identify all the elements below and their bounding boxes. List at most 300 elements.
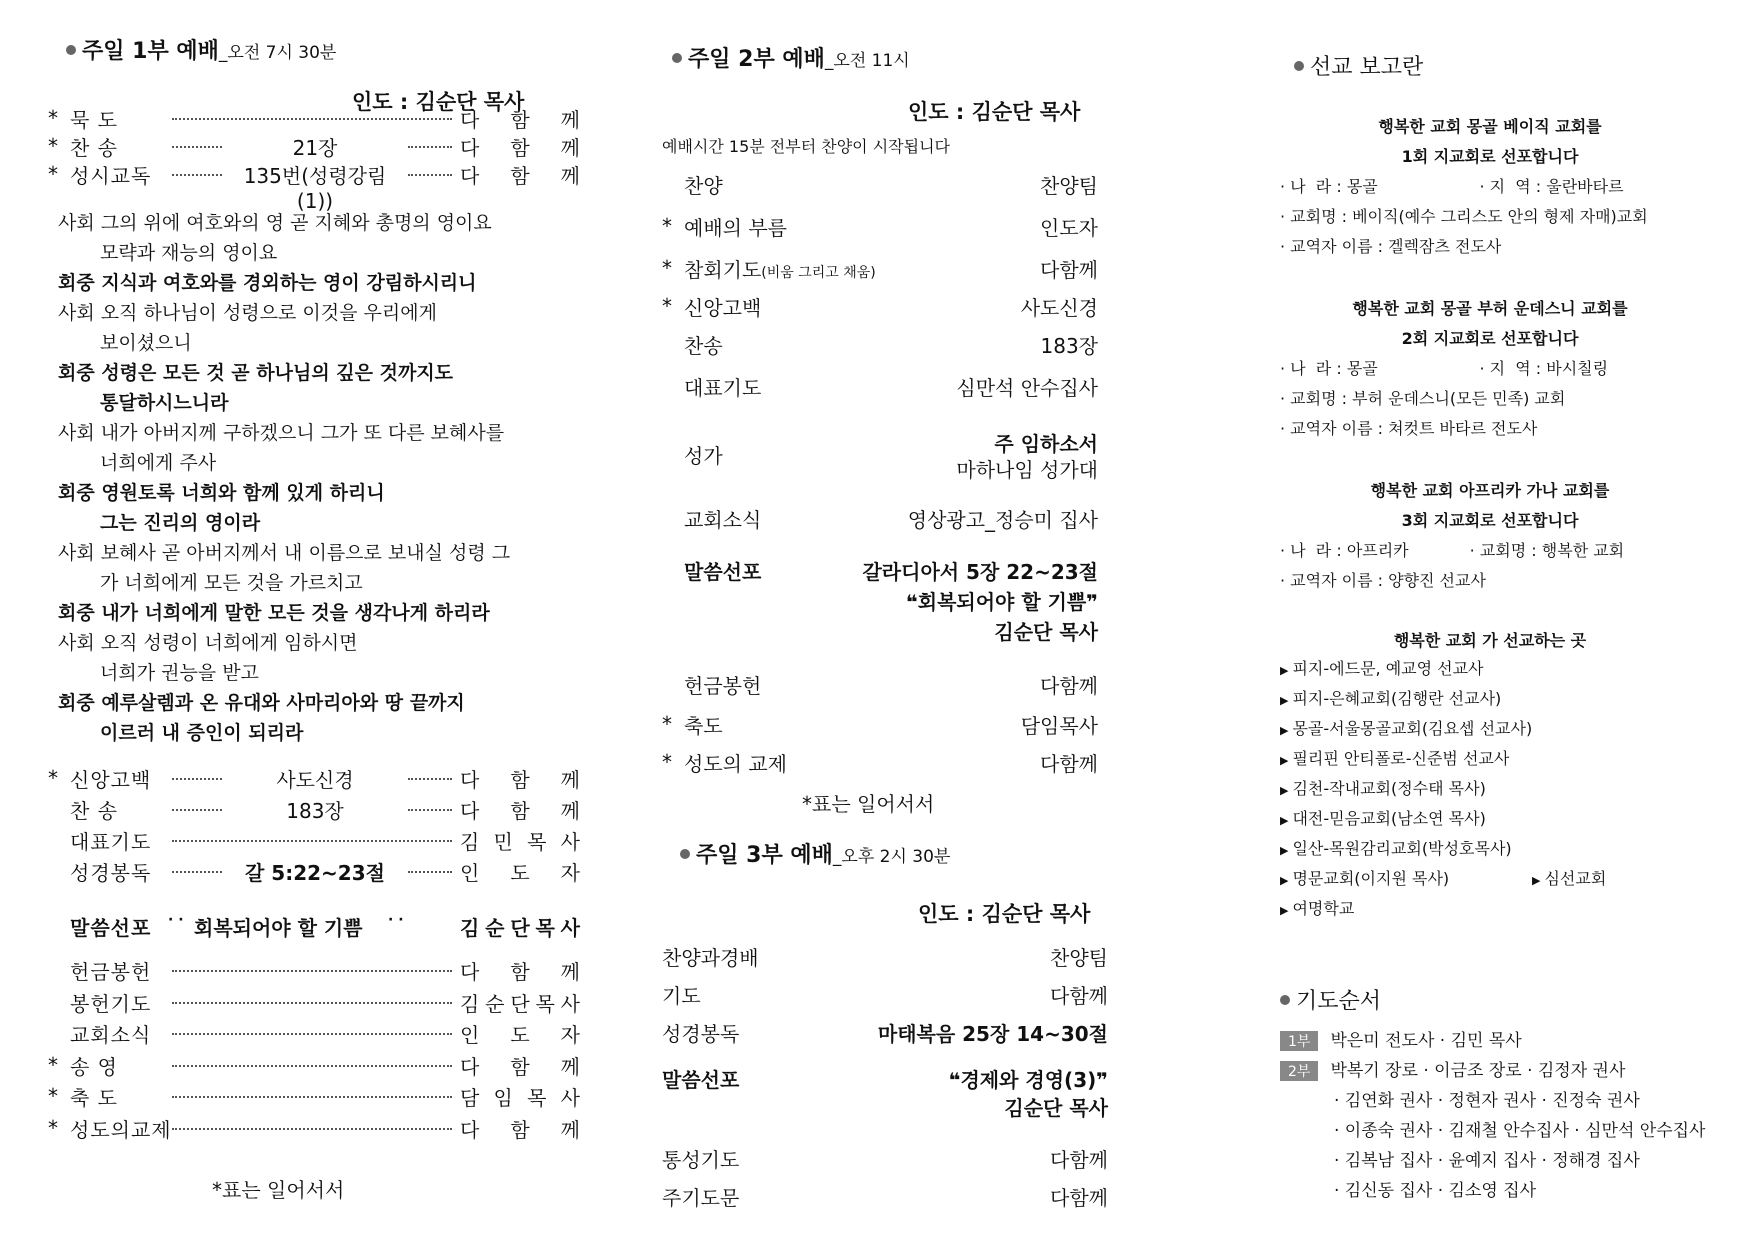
right-char: 사 bbox=[560, 916, 580, 940]
right-char: 다 bbox=[460, 768, 480, 792]
right-char: 께 bbox=[560, 1054, 580, 1079]
order-row bbox=[48, 1082, 580, 1110]
star-icon: * bbox=[662, 294, 672, 318]
service1-leader: 인도 : 김순단 목사 bbox=[352, 90, 525, 114]
mission-place bbox=[1280, 866, 1449, 889]
prayer-badge: 2부 bbox=[1280, 1061, 1318, 1081]
triangle-icon: ▶ bbox=[1280, 754, 1289, 767]
sermon-preacher: 김순단 목사 bbox=[1004, 1096, 1108, 1120]
right-char: 자 bbox=[560, 1023, 580, 1047]
right-char: 께 bbox=[560, 799, 580, 823]
order-person bbox=[460, 988, 580, 1017]
right-char: 사 bbox=[560, 830, 580, 854]
sermon-title: ❝회복되어야 할 기쁨❞ bbox=[906, 590, 1098, 614]
mission-place bbox=[1280, 746, 1509, 769]
right-char: 함 bbox=[510, 1117, 530, 1142]
order-value: 다함께 bbox=[1040, 674, 1098, 698]
star-icon: * bbox=[48, 766, 58, 790]
dotted-leader bbox=[172, 1033, 452, 1035]
anthem-title: 주 임하소서 bbox=[994, 432, 1098, 456]
order-row bbox=[48, 956, 580, 984]
mission-block-line: · 교역자 이름 : 양향진 선교사 bbox=[1280, 571, 1486, 590]
right-char: 께 bbox=[560, 108, 580, 132]
litany-line: 사회 보혜사 곧 아버지께서 내 이름으로 보내실 성령 그 bbox=[58, 542, 511, 564]
mission-place bbox=[1280, 656, 1484, 679]
order-row bbox=[662, 170, 1098, 198]
order-label-text: 찬송 bbox=[684, 334, 723, 358]
triangle-icon: ▶ bbox=[1280, 694, 1289, 707]
dotted-leader bbox=[172, 146, 222, 148]
order-row bbox=[662, 292, 1098, 320]
mission-block-heading: 1회 지교회로 선포합니다 bbox=[1401, 147, 1579, 166]
litany-line: 사회 내가 아버지께 구하겠으니 그가 또 다른 보혜사를 bbox=[58, 422, 505, 444]
right-char: 자 bbox=[560, 861, 580, 885]
right-char: 민 bbox=[493, 830, 513, 854]
order-person bbox=[460, 132, 580, 161]
mission-block-line: · 교회명 : 부허 운데스니(모든 민족) 교회 bbox=[1280, 389, 1566, 408]
order-person bbox=[460, 1114, 580, 1143]
service3-leader: 인도 : 김순단 목사 bbox=[918, 902, 1091, 926]
litany-line: 사회 그의 위에 여호와의 영 곧 지혜와 총명의 영이요 bbox=[58, 212, 492, 234]
order-label bbox=[684, 670, 761, 699]
litany-line: 사회 오직 성령이 너희에게 임하시면 bbox=[58, 632, 358, 654]
mission-place-text: 심선교회 bbox=[1544, 869, 1607, 888]
mission-place bbox=[1532, 866, 1606, 889]
order-label-text: 대표기도 bbox=[684, 376, 762, 400]
right-char: 단 bbox=[510, 916, 530, 940]
star-icon: * bbox=[48, 134, 58, 158]
dotted-leader bbox=[172, 174, 222, 176]
order-row bbox=[662, 1182, 1108, 1210]
dotted-leader bbox=[172, 1128, 452, 1130]
prayer-text: · 김신동 집사 · 김소영 집사 bbox=[1334, 1181, 1537, 1201]
star-icon: * bbox=[662, 214, 672, 238]
order-label-text: 찬양과경배 bbox=[662, 946, 759, 970]
right-char: 께 bbox=[560, 960, 580, 984]
dotted-leader bbox=[172, 118, 452, 120]
mission-place bbox=[1280, 836, 1512, 859]
order-person bbox=[460, 795, 580, 824]
service2-sermon-row bbox=[662, 556, 1098, 646]
star-icon: * bbox=[662, 712, 672, 736]
litany-line: 회중 성령은 모든 것 곧 하나님의 깊은 것까지도 bbox=[58, 362, 454, 384]
mission-place bbox=[1280, 776, 1486, 799]
star-icon: * bbox=[48, 106, 58, 130]
prayer-text: 박복기 장로 · 이금조 장로 · 김정자 권사 bbox=[1330, 1061, 1626, 1081]
order-label-text: 기도 bbox=[662, 984, 701, 1008]
order-person bbox=[460, 104, 580, 133]
order-label bbox=[662, 942, 759, 971]
mission-block-heading: 3회 지교회로 선포합니다 bbox=[1401, 511, 1579, 530]
star-icon: * bbox=[662, 256, 672, 280]
order-label: 묵 도 bbox=[70, 108, 118, 132]
prayer-line bbox=[1334, 1146, 1640, 1171]
litany-line: 이르러 내 증인이 되리라 bbox=[100, 722, 304, 744]
order-label bbox=[662, 980, 701, 1009]
order-label: 찬 송 bbox=[70, 799, 118, 823]
order-label bbox=[684, 710, 723, 739]
service3-time: _오후 2시 30분 bbox=[832, 847, 951, 867]
order-label: 신앙고백 bbox=[70, 768, 152, 792]
right-char: 단 bbox=[510, 991, 530, 1016]
bullet-icon bbox=[1280, 995, 1290, 1005]
order-value: 다함께 bbox=[1040, 752, 1098, 776]
prayer-text: · 김복남 집사 · 윤예지 집사 · 정해경 집사 bbox=[1334, 1151, 1640, 1171]
triangle-icon: ▶ bbox=[1532, 874, 1541, 887]
dotted-leader bbox=[172, 778, 222, 780]
dots: · · bbox=[168, 912, 184, 928]
dots: · · bbox=[388, 912, 404, 928]
order-label-text: 통성기도 bbox=[662, 1148, 740, 1172]
mission-places-heading: 행복한 교회 가 선교하는 곳 bbox=[1393, 631, 1587, 650]
order-value: 다함께 bbox=[1050, 984, 1108, 1008]
litany-line: 가 너희에게 모든 것을 가르치고 bbox=[100, 572, 363, 594]
order-person bbox=[460, 160, 580, 189]
right-char: 다 bbox=[460, 164, 480, 188]
service2-title bbox=[672, 42, 910, 73]
order-person bbox=[460, 857, 580, 886]
bullet-icon bbox=[66, 45, 76, 55]
order-row bbox=[662, 1018, 1108, 1046]
order-label-text: 신앙고백 bbox=[684, 296, 762, 320]
right-char: 함 bbox=[510, 799, 530, 823]
dotted-leader bbox=[172, 1096, 452, 1098]
order-row bbox=[48, 1114, 580, 1142]
mission-block-line: · 교회명 : 베이직(예수 그리스도 안의 형제 자매)교회 bbox=[1280, 207, 1648, 226]
service2-time: _오전 11시 bbox=[824, 51, 910, 71]
mission-block-heading: 행복한 교회 아프리카 가나 교회를 bbox=[1370, 481, 1610, 500]
order-detail: 21장 bbox=[292, 136, 338, 160]
order-person bbox=[460, 1019, 580, 1048]
litany-line: 사회 오직 하나님이 성령으로 이것을 우리에게 bbox=[58, 302, 437, 324]
order-label bbox=[684, 292, 761, 321]
mission-block-line: · 교역자 이름 : 겔렉잠츠 전도사 bbox=[1280, 237, 1502, 256]
mission-place bbox=[1280, 716, 1532, 739]
right-char: 순 bbox=[485, 991, 505, 1016]
order-value: 찬양팀 bbox=[1050, 946, 1108, 970]
order-label: 헌금봉헌 bbox=[70, 960, 152, 984]
mission-place-text: 필리핀 안티폴로-신준범 선교사 bbox=[1292, 749, 1510, 768]
order-label: 봉헌기도 bbox=[70, 991, 152, 1016]
dotted-leader bbox=[408, 146, 452, 148]
sermon-label: 말씀선포 bbox=[662, 1068, 740, 1092]
order-person bbox=[460, 1051, 580, 1080]
right-char: 사 bbox=[560, 991, 580, 1016]
order-value: 사도신경 bbox=[1020, 296, 1098, 320]
sermon-label: 말씀선포 bbox=[684, 560, 762, 584]
order-label-text: 참회기도 bbox=[684, 258, 762, 282]
order-label-text: 예배의 부름 bbox=[684, 216, 787, 240]
dotted-leader bbox=[408, 871, 452, 873]
mission-block-line: · 나 라 : 몽골 · 지 역 : 울란바타르 bbox=[1280, 177, 1624, 196]
service3-name: 주일 3부 예배 bbox=[696, 843, 833, 868]
order-label bbox=[684, 212, 787, 241]
order-value: 담임목사 bbox=[1020, 714, 1098, 738]
order-person bbox=[460, 956, 580, 985]
prayer-text: 박은미 전도사 · 김민 목사 bbox=[1330, 1031, 1522, 1051]
dotted-leader bbox=[172, 809, 222, 811]
order-row bbox=[48, 1051, 580, 1079]
order-label bbox=[684, 372, 761, 401]
right-char: 담 bbox=[460, 1086, 480, 1110]
litany-line: 보이셨으니 bbox=[100, 332, 192, 354]
right-char: 목 bbox=[535, 916, 555, 940]
order-row bbox=[48, 764, 580, 792]
triangle-icon: ▶ bbox=[1280, 874, 1289, 887]
right-char: 께 bbox=[560, 164, 580, 188]
order-label: 성도의교제 bbox=[70, 1117, 172, 1142]
dotted-leader bbox=[408, 809, 452, 811]
service1-sermon-row bbox=[48, 912, 580, 940]
right-char: 께 bbox=[560, 1117, 580, 1142]
dotted-leader bbox=[172, 840, 452, 842]
service2-name: 주일 2부 예배 bbox=[688, 47, 825, 72]
prayer-line bbox=[1334, 1116, 1705, 1141]
mission-place-text: 몽골-서울몽골교회(김요셉 선교사) bbox=[1292, 719, 1533, 738]
mission-place-text: 피지-에드문, 예교영 선교사 bbox=[1292, 659, 1484, 678]
order-label-note: (비움 그리고 채움) bbox=[761, 265, 876, 281]
triangle-icon: ▶ bbox=[1280, 844, 1289, 857]
sermon-title: 회복되어야 할 기쁨 bbox=[194, 916, 363, 940]
order-label: 대표기도 bbox=[70, 830, 152, 854]
right-char: 함 bbox=[510, 1054, 530, 1079]
right-char: 다 bbox=[460, 136, 480, 160]
right-char: 다 bbox=[460, 108, 480, 132]
mission-report-title bbox=[1294, 50, 1423, 81]
order-label-text: 성경봉독 bbox=[662, 1022, 740, 1046]
right-char: 인 bbox=[460, 861, 480, 885]
service2-note: 예배시간 15분 전부터 찬양이 시작됩니다 bbox=[662, 137, 950, 156]
right-char: 다 bbox=[460, 799, 480, 823]
order-detail: 135번(성령강림(1)) bbox=[243, 164, 387, 213]
bullet-icon bbox=[680, 849, 690, 859]
right-char: 임 bbox=[493, 1086, 513, 1110]
mission-place-text: 명문교회(이지원 목사) bbox=[1292, 869, 1450, 888]
order-row bbox=[662, 670, 1098, 698]
order-row bbox=[662, 942, 1108, 970]
litany-line: 통달하시느니라 bbox=[100, 392, 229, 414]
news-value: 영상광고_정승미 집사 bbox=[907, 508, 1098, 532]
star-icon: * bbox=[48, 1052, 58, 1077]
service1-name: 주일 1부 예배 bbox=[82, 39, 219, 64]
prayer-badge: 1부 bbox=[1280, 1031, 1318, 1051]
mission-block-heading: 2회 지교회로 선포합니다 bbox=[1401, 329, 1579, 348]
order-label: 교회소식 bbox=[70, 1023, 152, 1047]
litany-line: 회중 지식과 여호와를 경외하는 영이 강림하시리니 bbox=[58, 272, 477, 294]
star-icon: * bbox=[48, 1115, 58, 1140]
order-person bbox=[460, 1082, 580, 1111]
anthem-row bbox=[662, 428, 1098, 488]
order-label-text: 찬양 bbox=[684, 174, 723, 198]
bullet-icon bbox=[672, 53, 682, 63]
order-row bbox=[48, 132, 580, 160]
dotted-leader bbox=[172, 1065, 452, 1067]
order-value: 인도자 bbox=[1040, 216, 1098, 240]
order-row bbox=[662, 748, 1098, 776]
dotted-leader bbox=[172, 871, 222, 873]
bullet-icon bbox=[1294, 61, 1304, 71]
order-row bbox=[48, 160, 580, 213]
anthem-choir: 마하나임 성가대 bbox=[956, 458, 1098, 482]
right-char: 김 bbox=[460, 991, 480, 1016]
order-label bbox=[684, 330, 723, 359]
litany-line: 회중 예루살렘과 온 유대와 사마리아와 땅 끝까지 bbox=[58, 692, 465, 714]
service3-sermon-row bbox=[662, 1064, 1108, 1122]
triangle-icon: ▶ bbox=[1280, 664, 1289, 677]
triangle-icon: ▶ bbox=[1280, 904, 1289, 917]
mission-block-line: · 교역자 이름 : 쳐컷트 바타르 전도사 bbox=[1280, 419, 1538, 438]
right-char: 도 bbox=[510, 861, 530, 885]
litany-line: 모략과 재능의 영이요 bbox=[100, 242, 278, 264]
order-value: 다함께 bbox=[1050, 1148, 1108, 1172]
right-char: 께 bbox=[560, 136, 580, 160]
order-row bbox=[662, 330, 1098, 358]
right-char: 다 bbox=[460, 960, 480, 984]
order-label-text: 축도 bbox=[684, 714, 723, 738]
mission-place-text: 김천-작내교회(정수태 목사) bbox=[1292, 779, 1486, 798]
prayer-line bbox=[1334, 1176, 1536, 1201]
right-char: 다 bbox=[460, 1117, 480, 1142]
mission-place-text: 일산-목원감리교회(박성호목사) bbox=[1292, 839, 1512, 858]
order-row bbox=[662, 212, 1098, 240]
order-label-text: 주기도문 bbox=[662, 1186, 740, 1210]
right-char: 도 bbox=[510, 1023, 530, 1047]
sermon-title: ❝경제와 경영(3)❞ bbox=[948, 1068, 1108, 1092]
order-row bbox=[48, 826, 580, 854]
news-label: 교회소식 bbox=[684, 508, 762, 532]
order-label bbox=[684, 748, 787, 777]
sermon-label: 말씀선포 bbox=[70, 916, 152, 940]
service3-title bbox=[680, 838, 950, 869]
service1-footnote: *표는 일어서서 bbox=[212, 1178, 345, 1202]
star-icon: * bbox=[48, 162, 58, 186]
order-detail: 사도신경 bbox=[276, 768, 354, 792]
order-value: 심만석 안수집사 bbox=[956, 376, 1098, 400]
right-char: 께 bbox=[560, 768, 580, 792]
order-label bbox=[662, 1144, 739, 1173]
right-char: 사 bbox=[560, 1086, 580, 1110]
mission-place-text: 대전-믿음교회(남소연 목사) bbox=[1292, 809, 1486, 828]
anthem-label: 성가 bbox=[684, 444, 723, 468]
order-value: 다함께 bbox=[1040, 258, 1098, 282]
litany-line: 회중 영원토록 너희와 함께 있게 하리니 bbox=[58, 482, 385, 504]
triangle-icon: ▶ bbox=[1280, 814, 1289, 827]
order-person bbox=[460, 826, 580, 855]
right-char: 함 bbox=[510, 164, 530, 188]
mission-report-title-text: 선교 보고란 bbox=[1310, 55, 1424, 80]
sermon-preacher: 김순단 목사 bbox=[994, 620, 1098, 644]
order-detail: 갈 5:22~23절 bbox=[245, 861, 385, 885]
order-label bbox=[662, 1182, 739, 1211]
litany-line: 너희가 권능을 받고 bbox=[100, 662, 259, 684]
order-label: 성경봉독 bbox=[70, 861, 152, 885]
prayer-order-title-text: 기도순서 bbox=[1296, 989, 1382, 1014]
order-label-text: 성도의 교제 bbox=[684, 752, 787, 776]
star-icon: * bbox=[48, 1084, 58, 1108]
order-label bbox=[662, 1018, 739, 1047]
order-label bbox=[684, 254, 876, 283]
order-row bbox=[662, 710, 1098, 738]
order-label-text: 헌금봉헌 bbox=[684, 674, 762, 698]
litany-line: 너희에게 주사 bbox=[100, 452, 217, 474]
prayer-line bbox=[1334, 1086, 1640, 1111]
dotted-leader bbox=[408, 778, 452, 780]
triangle-icon: ▶ bbox=[1280, 784, 1289, 797]
prayer-order-title bbox=[1280, 984, 1381, 1015]
service2-leader: 인도 : 김순단 목사 bbox=[908, 100, 1081, 124]
mission-place bbox=[1280, 806, 1486, 829]
right-char: 함 bbox=[510, 960, 530, 984]
order-label: 송 영 bbox=[70, 1054, 118, 1079]
dotted-leader bbox=[172, 970, 452, 972]
order-row bbox=[662, 1144, 1108, 1172]
order-value: 다함께 bbox=[1050, 1186, 1108, 1210]
mission-place bbox=[1280, 896, 1354, 919]
right-char: 함 bbox=[510, 108, 530, 132]
order-row bbox=[48, 1019, 580, 1047]
right-char: 다 bbox=[460, 1054, 480, 1079]
order-label bbox=[684, 170, 723, 199]
mission-block-heading: 행복한 교회 몽골 베이직 교회를 bbox=[1378, 117, 1602, 136]
dotted-leader bbox=[172, 1002, 452, 1004]
order-label: 축 도 bbox=[70, 1086, 118, 1110]
prayer-line bbox=[1280, 1026, 1522, 1051]
mission-block-heading: 행복한 교회 몽골 부허 운데스니 교회를 bbox=[1352, 299, 1628, 318]
right-char: 김 bbox=[460, 830, 480, 854]
triangle-icon: ▶ bbox=[1280, 724, 1289, 737]
prayer-text: · 김연화 권사 · 정현자 권사 · 진정숙 권사 bbox=[1334, 1091, 1640, 1111]
mission-block-line: · 나 라 : 몽골 · 지 역 : 바시칠링 bbox=[1280, 359, 1609, 378]
order-person bbox=[460, 764, 580, 793]
mission-place bbox=[1280, 686, 1501, 709]
order-label: 성시교독 bbox=[70, 164, 152, 188]
right-char: 함 bbox=[510, 768, 530, 792]
order-value: 찬양팀 bbox=[1040, 174, 1098, 198]
order-row bbox=[48, 104, 580, 132]
litany-line: 그는 진리의 영이라 bbox=[100, 512, 261, 534]
mission-place-text: 피지-은혜교회(김행란 선교사) bbox=[1292, 689, 1502, 708]
dotted-leader bbox=[408, 174, 452, 176]
order-row bbox=[48, 857, 580, 885]
order-label: 찬 송 bbox=[70, 136, 118, 160]
order-row bbox=[48, 795, 580, 823]
right-char: 인 bbox=[460, 1023, 480, 1047]
sermon-passage: 갈라디아서 5장 22~23절 bbox=[862, 560, 1098, 584]
right-char: 목 bbox=[527, 830, 547, 854]
service2-footnote: *표는 일어서서 bbox=[802, 792, 935, 816]
right-char: 목 bbox=[535, 991, 555, 1016]
prayer-line bbox=[1280, 1056, 1625, 1081]
service1-title bbox=[66, 34, 336, 65]
order-row bbox=[662, 980, 1108, 1008]
star-icon: * bbox=[662, 750, 672, 774]
order-row bbox=[48, 988, 580, 1016]
order-value: 183장 bbox=[1040, 334, 1098, 358]
litany-line: 회중 내가 너희에게 말한 모든 것을 생각나게 하리라 bbox=[58, 602, 490, 624]
prayer-text: · 이종숙 권사 · 김재철 안수집사 · 심만석 안수집사 bbox=[1334, 1121, 1706, 1141]
right-char: 김 bbox=[460, 916, 480, 940]
order-row bbox=[662, 372, 1098, 400]
order-row bbox=[662, 254, 1098, 282]
order-value: 마태복음 25장 14~30절 bbox=[877, 1022, 1108, 1046]
news-row bbox=[662, 504, 1098, 532]
mission-place-text: 여명학교 bbox=[1292, 899, 1355, 918]
sermon-preacher bbox=[460, 912, 580, 941]
right-char: 목 bbox=[527, 1086, 547, 1110]
order-detail: 183장 bbox=[286, 799, 344, 823]
service1-time: _오전 7시 30분 bbox=[218, 43, 337, 63]
mission-block-line: · 나 라 : 아프리카 · 교회명 : 행복한 교회 bbox=[1280, 541, 1625, 560]
